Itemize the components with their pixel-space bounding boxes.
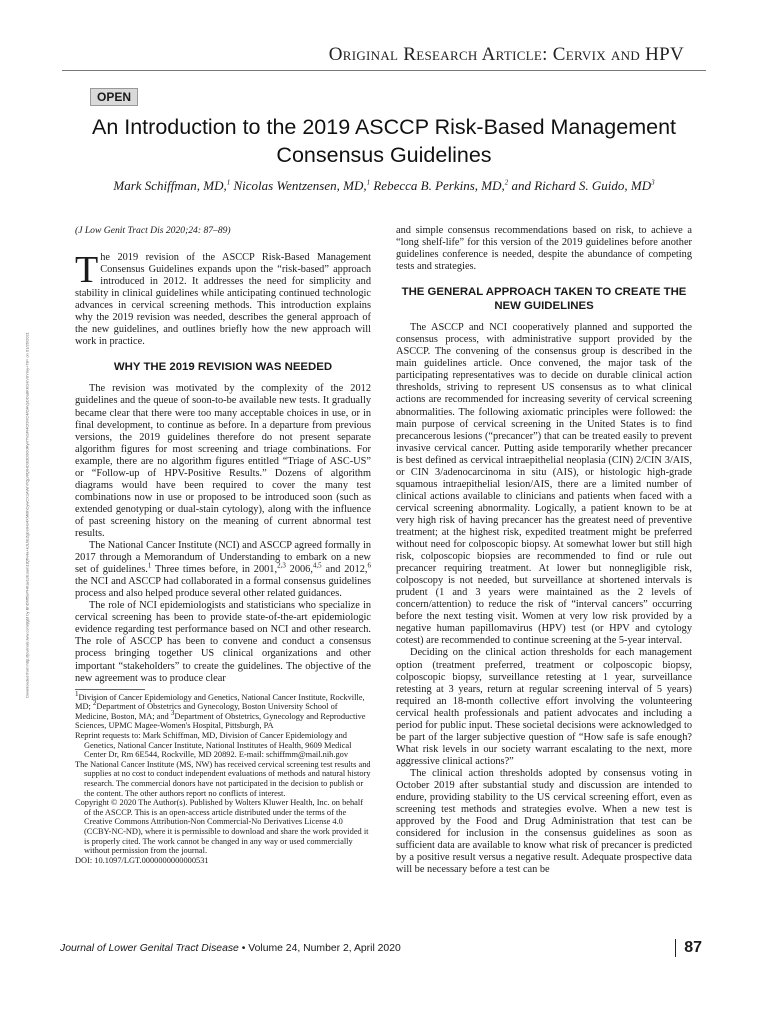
- download-note: [22, 275, 32, 755]
- footnote-divider: [75, 689, 145, 690]
- author-sep-3: and: [508, 178, 535, 193]
- header-rule: [62, 70, 706, 71]
- author-1-affil: 1: [226, 178, 231, 187]
- footnotes: [75, 689, 371, 866]
- body-paragraph: and simple consensus recommendations based on risk, to achieve a “long shelf-life” for this version of the 2019 guidelines before another guidelines conference is needed, despite the abundance of competing tests and strategies.: [396, 225, 692, 273]
- author-3-affil: 2: [504, 178, 509, 187]
- section-heading-why: WHY THE 2019 REVISION WAS NEEDED: [113, 361, 333, 374]
- author-list: [60, 178, 708, 194]
- author-2: Nicolas Wentzensen, MD,: [233, 178, 367, 193]
- page-footer: [60, 940, 708, 962]
- body-paragraph: The National Cancer Institute (NCI) and ASCCP agreed formally in 2017 through a Memorandum of Understanding to embark on a new set of guidelines.$^1$ Three times before, in 2001,$^{2,3}$ 2006,$^{4,5}$ and 2012,$^6$ the NCI and ASCCP had collaborated in a formal consensus guidelines process and also helped produce several other related guidances.: [75, 540, 372, 600]
- author-4: Richard S. Guido, MD: [534, 178, 652, 193]
- section-heading-approach: THE GENERAL APPROACH TAKEN TO CREATE THE NEW GUIDELINES: [401, 286, 687, 313]
- disclosure: The National Cancer Institute (MS, NW) has received cervical screening test results and supplies at no cost to conduct independent evaluations of methods and natural history research. The commercial donors have not participated in the decision to publish or the content. The other authors report no conflicts of interest.: [75, 759, 371, 798]
- author-4-affil: 3: [651, 178, 655, 187]
- footer-bullet: •: [241, 943, 246, 954]
- page-number: 87: [675, 939, 702, 957]
- intro-text: he 2019 revision of the ASCCP Risk-Based Management Consensus Guidelines expands upon the “risk-based” approach introduced in 2012. It addresses the need for simplicity and stability in clinical guidelines while anticipating continued technologic advances in cervical screening methods. This introduction explains why the 2019 revision was needed, describes the general approach of the new guidelines, and outlines briefly how the new approach will work in practice.: [75, 252, 371, 348]
- copyright: Copyright © 2020 The Author(s). Published by Wolters Kluwer Health, Inc. on behalf of the ASCCP. This is an open-access article distributed under the terms of the Creative Commons Attribution-Non Commercial-No Derivatives License 4.0 (CCBY-NC-ND), where it is permissible to download and share the work provided it is properly cited. The work cannot be changed in any way or used commercially without permission from the journal.: [75, 798, 369, 856]
- author-1: Mark Schiffman, MD,: [113, 178, 227, 193]
- ref-sup: 2,3: [277, 561, 286, 570]
- open-access-badge: OPEN: [90, 88, 138, 106]
- title-line-1: An Introduction to the 2019 ASCCP Risk-Based Management: [91, 115, 677, 139]
- author-2-affil: 1: [366, 178, 371, 187]
- journal-name: Journal of Lower Genital Tract Disease: [60, 943, 239, 954]
- author-3: Rebecca B. Perkins, MD,: [373, 178, 505, 193]
- journal-info: [60, 943, 401, 954]
- download-note-text: Downloaded from http://journals.lww.com/jlgtd by BhDMf5ePHKav1zEoum1tQfN4a+kJLhEZgbsIHo4XMi0hCywCX1AWnYQp/IlQrHD3i3D0OdRyi7TvSFl4Cf3VC4/OAVpDDa8KKGKV0Ymy+78= on 01/26/2021: [24, 332, 30, 698]
- body-paragraph: The revision was motivated by the complexity of the 2012 guidelines and the queue of soon-to-be available new tests. It gradually became clear that there were too many acceptable choices in use, or in final development, to continue as before. In a departure from previous versions, the 2019 guidelines therefore do not present separate algorithm figures for most screening and triage combinations. For example, there are no algorithm figures entitled “Triage of ASC-US” or “Follow-up of HPV-Positive Results.” Dozens of algorithm diagrams would have been required to cover the many test combinations now in use or proposed to be introduced soon (such as extended genotyping or dual-stain cytology), along with the influence of past screening history on the meaning of current abnormal test results.: [75, 383, 371, 539]
- citation: (J Low Genit Tract Dis 2020;24: 87–89): [75, 225, 231, 236]
- issue-info: Volume 24, Number 2, April 2020: [248, 943, 401, 954]
- section-label: Original Research Article: Cervix and HPV: [328, 44, 684, 65]
- article-title: [60, 113, 708, 169]
- ref-sup: 6: [367, 561, 372, 570]
- ref-sup: 4,5: [312, 561, 322, 570]
- title-line-2: Consensus Guidelines: [276, 143, 492, 167]
- ref-sup: 1: [147, 561, 152, 570]
- body-paragraph: Deciding on the clinical action thresholds for each management option (treatment preferred, treatment or colposcopic biopsy, colposcopic biopsy, surveillance retesting at 1 year, surveillance retesting at 3 years, return at regular screening interval of 5 years) required an 18-month collective effort involving the volunteering cervical health professionals and patient advocates and including a period for public input. These societal decisions were acknowledged to be part of the larger subjective question of “How safe is safe enough? What risk levels in our society warrant escalating to the next, more aggressive clinical actions?”: [396, 647, 692, 767]
- body-paragraph: The role of NCI epidemiologists and statisticians who specialize in cervical screening has been to provide state-of-the-art epidemiologic evidence regarding test performance based on NCI and other research. The role of ASCCP has been to convene and conduct a consensus process bringing together US clinical organizations and other important “stakeholders” to create the guidelines. The objective of the new agreement was to produce clear: [75, 600, 371, 684]
- reprint-requests: Reprint requests to: Mark Schiffman, MD, Division of Cancer Epidemiology and Genetics, National Cancer Institute, National Institutes of Health, 9609 Medical Center Dr, Rm 6E544, Rockville, MD 20892. E-mail: schiffmm@mail.nih.gov: [75, 730, 352, 760]
- body-paragraph: The ASCCP and NCI cooperatively planned and supported the consensus process, with administrative support provided by the ASCCP. The convening of the consensus group is described in the main guidelines article. Once convened, the major task of the participating representatives was to decide on durable clinical action thresholds, striving to represent US consensus as to what clinical actions are recommended for increasing severity of cervical screening abnormalities. The following axiomatic principles were followed: the main purpose of cervical screening in the United States is to find precancerous lesions (“precancer”) that can be treated easily to prevent invasive cervical cancer. Putting aside temporarily whether precancer is best defined as cervical intraepithelial neoplasia (CIN) 2/CIN 3/AIS, or CIN 3/adenocarcinoma in situ (AIS), or histologic high-grade squamous intraepithelial lesion/AIS, there are a limited number of clinical actions available to clinicians and patients when faced with a cervical screening abnormality. Logically, a patient known to be at very high risk of having precancer has the greatest need of preventive treatment; at the highest risk, expedited treatment might be preferred without need for colposcopic biopsy. At somewhat lower but still high risk, colposcopic biopsies are recommended to find or rule out precancer requiring treatment. At lower but nonnegligible risk, colposcopy is not needed, but surveillance at shortened intervals is prudent (1 and 3 years were maintained as the 2 levels of concern/attention) to reduce the risk of “interval cancers” occurring before the next testing visit. Women at very low risk provided by a negative human papillomavirus (HPV) test (or HPV and cytology cotest) are recommended to continue screening at the 5-year interval.: [396, 322, 692, 647]
- left-column: [75, 225, 371, 865]
- intro-paragraph: [75, 249, 371, 348]
- drop-cap: T: [75, 249, 99, 292]
- doi: DOI: 10.1097/LGT.0000000000000531: [75, 855, 209, 865]
- right-column: [396, 225, 692, 876]
- affiliations: $^1$Division of Cancer Epidemiology and Genetics, National Cancer Institute, Rockville, MD; $^2$Department of Obstetrics and Gynecology, Boston University School of Medicine, Boston, MA; and $^3$Department of Obstetrics, Gynecology and Reproductive Sciences, UPMC Magee-Women's Hospital, Pittsburgh, PA: [75, 689, 366, 731]
- body-paragraph: The clinical action thresholds adopted by consensus voting in October 2019 after substantial study and discussion are intended to endure, providing stability to the US cervical screening effort, even as screening test methods and strategies evolve. When a new test is approved by the Food and Drug Administration that test can be considered for inclusion in the consensus guidelines as soon as sufficient data are available to know what risk of precancer is predicted by a positive result versus a negative result. Adequate prospective data will be necessary before a test can be: [396, 767, 692, 876]
